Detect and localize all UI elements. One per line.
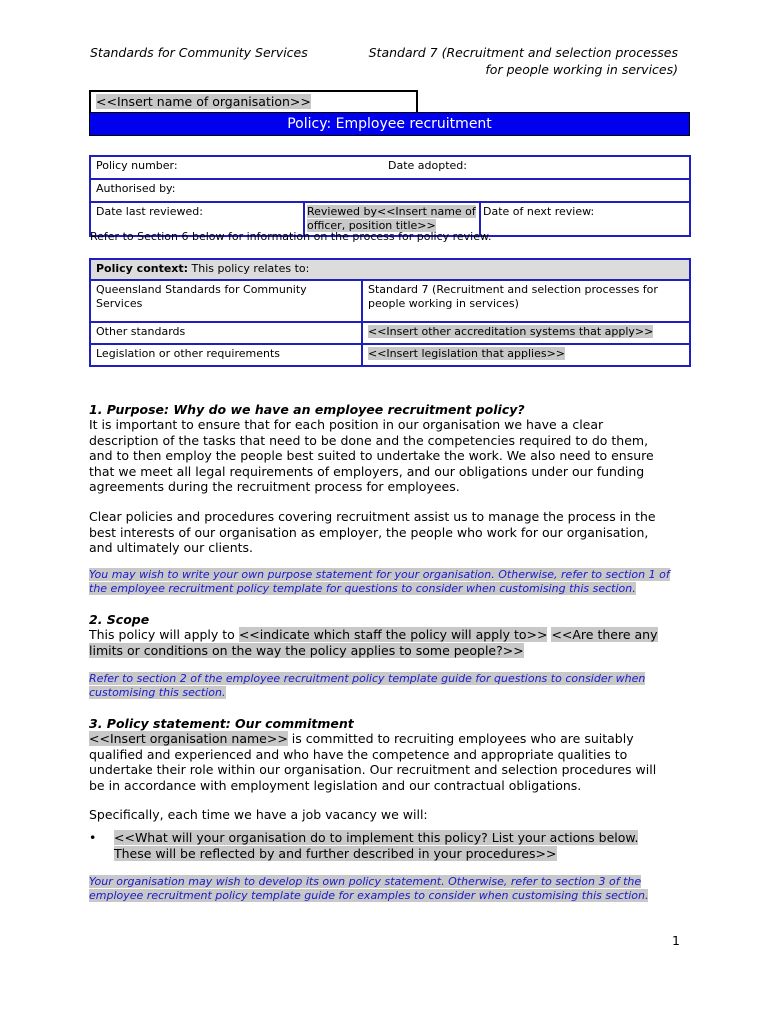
org-name-box — [89, 90, 418, 112]
context-row-left: Other standards — [90, 322, 362, 344]
date-next-review-cell — [480, 202, 690, 236]
section3-paragraph2: Specifically, each time we have a job vacancy we will: — [89, 807, 428, 822]
header-right-line2: for people working in services) — [485, 62, 678, 77]
reviewed-by-label: Reviewed by — [307, 205, 377, 218]
authorised-by-label: Authorised by: — [96, 182, 176, 195]
policy-number-cell — [90, 156, 690, 179]
date-next-review-label: Date of next review: — [483, 205, 595, 218]
policy-number-label: Policy number: — [96, 159, 178, 172]
section2-guidance-note — [89, 672, 679, 700]
date-adopted-label: Date adopted: — [388, 159, 467, 172]
bullet-icon: • — [89, 830, 97, 845]
context-row-right — [362, 322, 690, 344]
section2-text: This policy will apply to — [89, 627, 239, 642]
section3-text: is committed to recruiting employees who are suitably qualified and experienced and who have the competence and appropriate qualities to undertake their role within our organisation. Our recruitment and selection procedures will be in accordance with employment legislation and our contractual obligations. — [89, 731, 657, 793]
section1-paragraph1: It is important to ensure that for each position in our organisation we have a clear description of the tasks that need to be done and the competencies required to do them, and to then employ the people best suited to undertake the work. We also need to ensure that we meet all legal requirements of employers, and our obligations under our funding agreements during the recruitment process for employees. — [89, 417, 654, 494]
section3-guidance-note — [89, 875, 679, 903]
org-name-placeholder: <<Insert name of organisation>> — [96, 94, 311, 109]
context-row-left: Legislation or other requirements — [90, 344, 362, 366]
section2-placeholder-staff: <<indicate which staff the policy will apply to>> — [238, 627, 548, 642]
section1-heading: 1. Purpose: Why do we have an employee recruitment policy? — [89, 402, 525, 417]
header-left: Standards for Community Services — [90, 45, 308, 60]
review-note: Refer to Section 6 below for information on the process for policy review. — [90, 230, 492, 243]
section2-heading: 2. Scope — [89, 612, 150, 627]
policy-title-bar — [89, 112, 690, 136]
policy-title: Policy: Employee recruitment — [287, 116, 492, 132]
reviewed-by-placeholder-2: officer, position title>> — [307, 219, 436, 232]
section1-note-text: You may wish to write your own purpose statement for your organisation. Otherwise, refer to section 1 of the employee recruitment policy template for questions to consider when customising this section. — [89, 568, 670, 595]
context-row-left: Queensland Standards for Community Services — [90, 280, 362, 322]
section3-paragraph1 — [89, 731, 669, 793]
context-row-right — [362, 344, 690, 366]
section2-note-text: Refer to section 2 of the employee recruitment policy template guide for questions to consider when customising this section. — [89, 672, 646, 699]
context-row-right: Standard 7 (Recruitment and selection processes for people working in services) — [362, 280, 690, 322]
policy-info-table — [89, 155, 691, 237]
date-last-reviewed-label: Date last reviewed: — [96, 205, 203, 218]
header-right-line1: Standard 7 (Recruitment and selection processes — [368, 45, 678, 60]
policy-context-text: This policy relates to: — [188, 262, 310, 275]
section3-org-placeholder: <<Insert organisation name>> — [89, 731, 288, 746]
section3-note-text: Your organisation may wish to develop its own policy statement. Otherwise, refer to section 3 of the employee recruitment policy template guide for examples to consider when customising this section. — [89, 875, 649, 902]
policy-context-header — [90, 259, 690, 280]
section1-paragraph2: Clear policies and procedures covering recruitment assist us to manage the process in the best interests of our organisation as employer, the people who work for our organisation, and ultimately our clients. — [89, 509, 656, 555]
section2-paragraph — [89, 627, 674, 658]
section3-bullet-placeholder: <<What will your organisation do to implement this policy? List your actions below. These will be reflected by and further described in your procedures>> — [114, 830, 639, 861]
other-standards-placeholder: <<Insert other accreditation systems that apply>> — [368, 325, 654, 338]
reviewed-by-placeholder-1: <<Insert name of — [377, 205, 476, 218]
legislation-placeholder: <<Insert legislation that applies>> — [368, 347, 566, 360]
header-right — [366, 44, 678, 78]
page-number: 1 — [672, 933, 680, 948]
policy-context-label: Policy context: — [96, 262, 189, 275]
section3-bullet-item — [114, 830, 654, 861]
section3-heading: 3. Policy statement: Our commitment — [89, 716, 354, 731]
section1-guidance-note — [89, 568, 689, 596]
authorised-by-cell — [90, 179, 690, 202]
policy-context-table — [89, 258, 691, 367]
section2-placeholder-limits: <<Are there any limits or conditions on the way the policy applies to some people?>> — [89, 627, 658, 658]
